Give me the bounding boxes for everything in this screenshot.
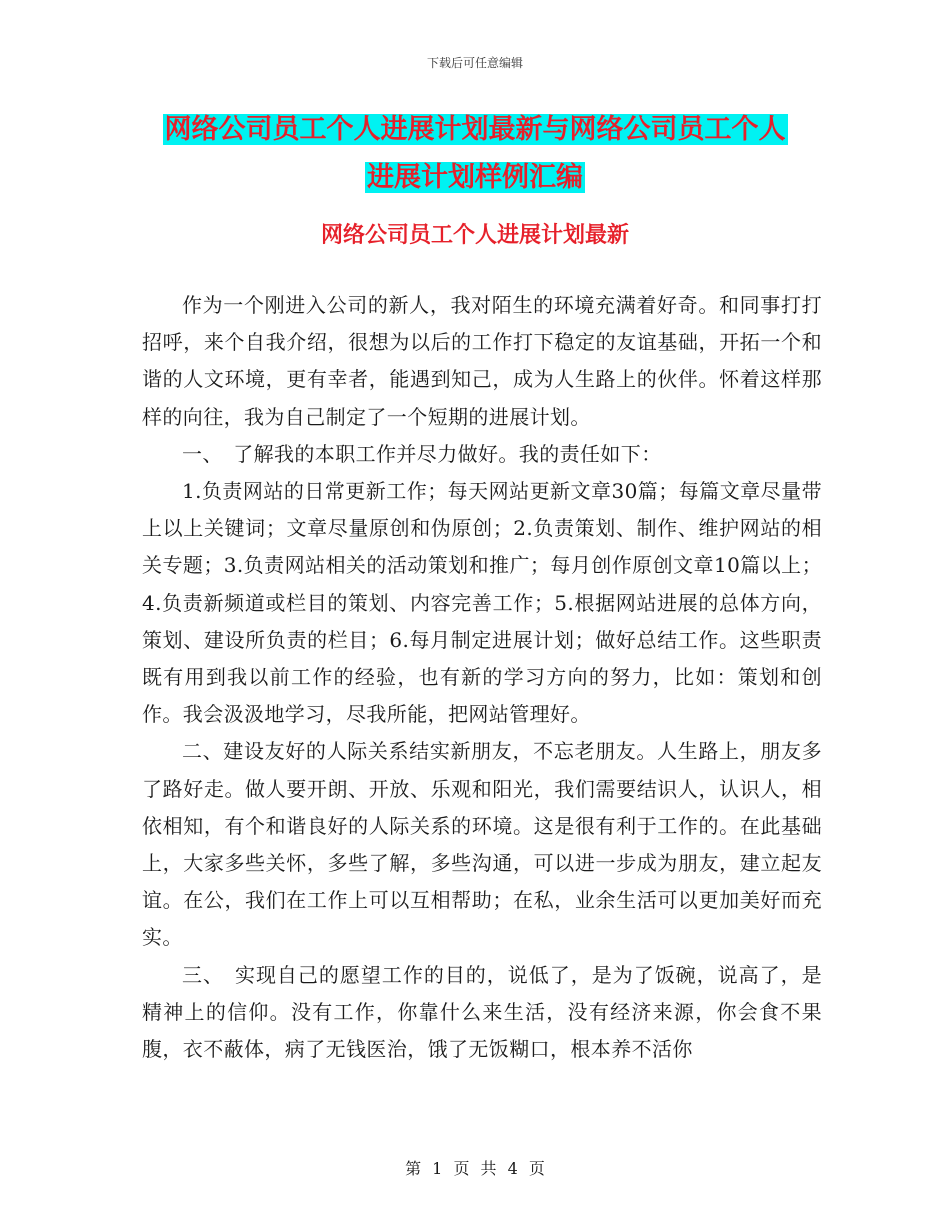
- paragraph-point-2: 二、建设友好的人际关系结实新朋友，不忘老朋友。人生路上，朋友多了路好走。做人要开朗、开放、乐观和阳光，我们需要结识人，认识人，相依相知，有个和谐良好的人际关系的环境。这是很有利于工作的。在此基础上，大家多些关怀，多些了解，多些沟通，可以进一步成为朋友，建立起友谊。在公，我们在工作上可以互相帮助；在私，业余生活可以更加美好而充实。: [142, 739, 822, 950]
- body-text: [142, 287, 822, 1068]
- document-title-line-2: 进展计划样例汇编: [367, 162, 583, 193]
- paragraph-responsibilities: 1.负责网站的日常更新工作；每天网站更新文章30篇；每篇文章尽量带上以上关键词；文章尽量原创和伪原创；2.负责策划、制作、维护网站的相关专题；3.负责网站相关的活动策划和推广；每月创作原创文章10篇以上；4.负责新频道或栏目的策划、内容完善工作；5.根据网站进展的总体方向，策划、建设所负责的栏目；6.每月制定进展计划；做好总结工作。这些职责既有用到我以前工作的经验，也有新的学习方向的努力，比如：策划和创作。我会汲汲地学习，尽我所能，把网站管理好。: [142, 479, 822, 727]
- paragraph-point-3: 三、 实现自己的愿望工作的目的，说低了，是为了饭碗，说高了，是精神上的信仰。没有工作，你靠什么来生活，没有经济来源，你会食不果腹，衣不蔽体，病了无钱医治，饿了无饭糊口，根本养不活你: [142, 962, 822, 1062]
- header-note: 下载后可任意编辑: [426, 56, 523, 70]
- document-title-line-1: 网络公司员工个人进展计划最新与网络公司员工个人: [164, 114, 786, 145]
- document-title: [0, 106, 950, 202]
- page-footer: 第 1 页 共 4 页: [405, 1159, 545, 1178]
- paragraph-intro: 作为一个刚进入公司的新人，我对陌生的环境充满着好奇。和同事打打招呼，来个自我介绍，很想为以后的工作打下稳定的友谊基础，开拓一个和谐的人文环境，更有幸者，能遇到知己，成为人生路上的伙伴。怀着这样那样的向往，我为自己制定了一个短期的进展计划。: [142, 293, 822, 429]
- section-title: 网络公司员工个人进展计划最新: [320, 223, 629, 248]
- paragraph-point-1-heading: 一、 了解我的本职工作并尽力做好。我的责任如下：: [182, 441, 662, 466]
